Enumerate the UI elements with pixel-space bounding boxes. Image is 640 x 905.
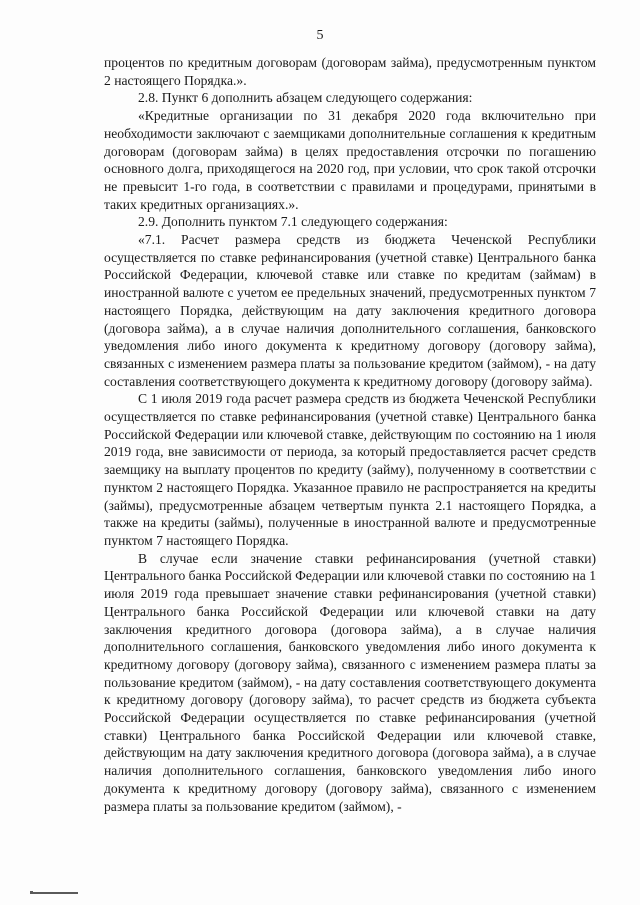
paragraph-continuation: процентов по кредитным договорам (договорам займа), предусмотренным пунктом 2 настоящего Порядка.». [104, 55, 596, 88]
paragraph-item-7-1: «7.1. Расчет размера средств из бюджета Чеченской Республики осуществляется по ставке рефинансирования (учетной ставке) Центрального банка Российской Федерации, ключевой ставке или ставке по кредитам (займам) в иностранной валюте с учетом ее предельных значений, предусмотренных пунктом 7 настоящего Порядка, действующим на дату заключения кредитного договора (договора займа), а в случае наличия дополнительного соглашения, банковского уведомления либо иного документа к кредитному договору (договору займа), связанных с изменением размера платы за пользование кредитом (займом), - на дату составления соответствующего документа к кредитному договору (договору займа). [104, 232, 596, 389]
paragraph-item-2-8: 2.8. Пункт 6 дополнить абзацем следующего содержания: [138, 90, 473, 106]
paragraph-item-2-9: 2.9. Дополнить пунктом 7.1 следующего содержания: [138, 214, 448, 230]
document-body [104, 54, 596, 815]
paragraph-credit-organizations: «Кредитные организации по 31 декабря 2020 года включительно при необходимости заключают с заемщиками дополнительные соглашения к кредитным договорам (договорам займа) в целях предоставления отсрочки по погашению основного долга, приходящегося на 2020 год, при условии, что срок такой отсрочки не превысит 1-го года, в соответствии с правилами и процедурами, принятыми в таких кредитных организациях.». [104, 108, 596, 212]
paragraph-if-rate-exceeds: В случае если значение ставки рефинансирования (учетной ставки) Центрального банка Российской Федерации или ключевой ставки по состоянию на 1 июля 2019 года превышает значение ставки рефинансирования (учетной ставки) Центрального банка Российской Федерации или ключевой ставки на дату заключения кредитного договора (договора займа), а в случае наличия дополнительного соглашения, банковского уведомления либо иного документа к кредитному договору (договору займа), связанного с изменением размера платы за пользование кредитом (займом), - на дату составления соответствующего документа к кредитному договору (договору займа), то расчет средств из бюджета субъекта Российской Федерации осуществляется по ставке рефинансирования (учетной ставки) Центрального банка Российской Федерации или ключевой ставке, действующим на дату заключения кредитного договора (договора займа), а в случае наличия дополнительного соглашения, банковского уведомления либо иного документа к кредитному договору (договору займа), связанного с изменением размера платы за пользование кредитом (займом), - [104, 550, 596, 814]
page-number: 5 [316, 28, 324, 43]
scan-artifact-line [30, 892, 78, 894]
paragraph-from-july-2019: С 1 июля 2019 года расчет размера средств из бюджета Чеченской Республики осуществляется по ставке рефинансирования (учетной ставке) Центрального банка Российской Федерации или ключевой ставке, действующим по состоянию на 1 июля 2019 года, вне зависимости от периода, за который предоставляется расчет средств заемщику на выплату процентов по кредиту (займу), полученному в соответствии с пунктом 2 настоящего Порядка. Указанное правило не распространяется на кредиты (займы), предусмотренные абзацем четвертым пункта 2.1 настоящего Порядка, а также на кредиты (займы), полученные в иностранной валюте и предусмотренные пунктом 7 настоящего Порядка. [104, 391, 596, 548]
